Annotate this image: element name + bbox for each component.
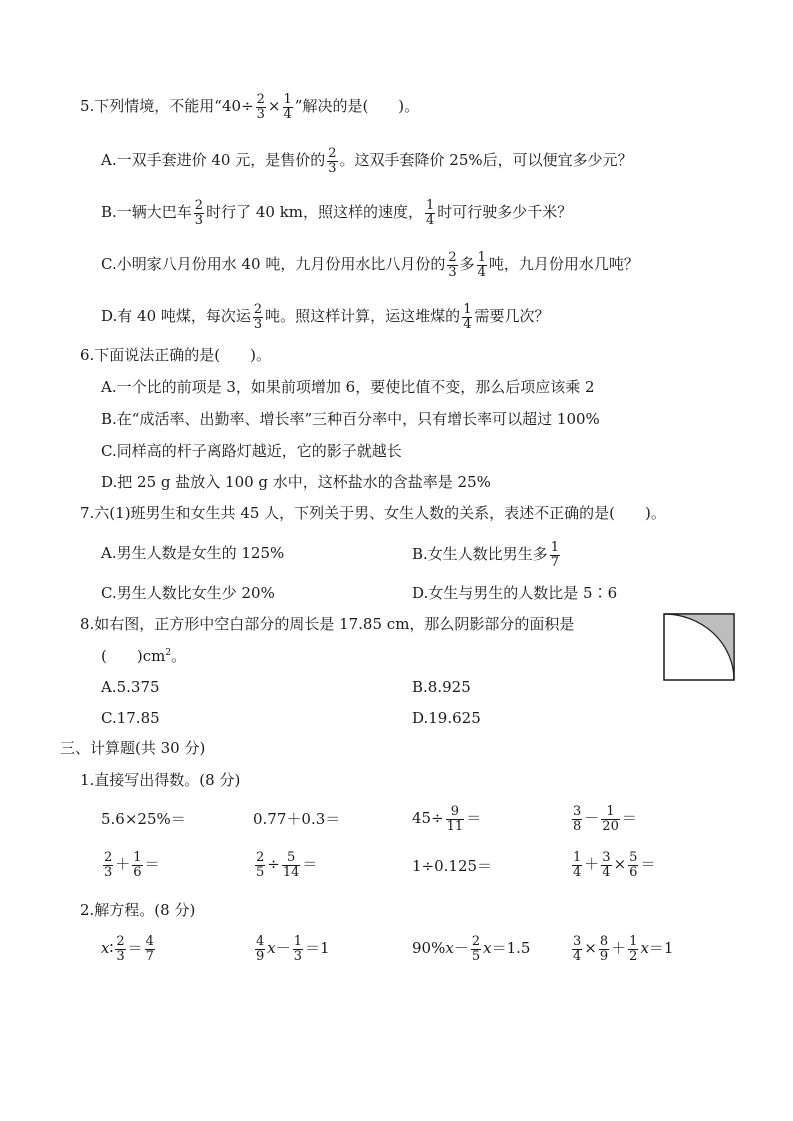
equation-item: 90%x－ $\frac{2}{5}$ x＝1.5 [412,934,531,964]
fraction: $\frac{3}{8}$ [573,804,582,834]
fraction: $\frac{9}{11}$ [446,804,464,834]
q7-option-a: A.男生人数是女生的 125% [101,544,285,562]
calc-part-2-title: 2.解方程。(8 分) [80,901,196,919]
fraction: $\frac{1}{4}$ [283,92,292,122]
fraction: $\frac{2}{3}$ [328,146,337,176]
fraction: $\frac{4}{7}$ [145,934,154,964]
q5-option-c: C.小明家八月份用水 40 吨，九月份用水比八月份的 $\frac{2}{3}$ 多 $\frac{1}{4}$ 吨，九月份用水几吨？ [101,250,639,280]
q7-option-c: C.男生人数比女生少 20% [101,584,275,602]
fraction: $\frac{2}{5}$ [471,934,481,964]
square-quarter-circle-figure [663,613,735,681]
fraction: $\frac{1}{6}$ [133,850,142,880]
calc-item: $\frac{1}{4}$ ＋ $\frac{3}{4}$ × $\frac{5}{6}$ ＝ [573,850,656,880]
fraction: $\frac{1}{4}$ [463,302,472,332]
fraction: $\frac{5}{6}$ [629,850,638,880]
calc-item: 1÷0.125＝ [412,857,493,875]
calc-item: $\frac{2}{5}$ ÷ $\frac{5}{14}$ ＝ [256,850,318,880]
fraction: $\frac{2}{3}$ [253,302,263,332]
q5-option-b: B.一辆大巴车 $\frac{2}{3}$ 时行了 40 km，照这样的速度， $\frac{1}{4}$ 时可行驶多少千米？ [101,198,573,228]
q5-option-d: D.有 40 吨煤，每次运 $\frac{2}{3}$ 吨。照这样计算，运这堆煤的 $\frac{1}{4}$ 需要几次？ [101,302,550,332]
equation-item: $\frac{3}{4}$ × $\frac{8}{9}$ ＋ $\frac{1}{2}$ x＝1 [573,934,674,964]
fraction: $\frac{3}{4}$ [602,850,611,880]
calc-item: 0.77＋0.3＝ [253,810,341,828]
q6-stem: 6.下面说法正确的是( )。 [80,346,272,364]
calc-item: 5.6×25%＝ [101,810,186,828]
q5-stem: 5.下列情境，不能用“40÷ $\frac{2}{3}$ × $\frac{1}{4}$ ”解决的是( )。 [80,92,420,122]
q8-answer-blank: ( )$cm^2$。 [101,647,187,665]
calc-part-1-title: 1.直接写出得数。(8 分) [80,771,241,789]
fraction: $\frac{1}{7}$ [550,540,560,570]
calc-item: $\frac{3}{8}$ － $\frac{1}{20}$ ＝ [573,804,637,834]
q7-option-d: D.女生与男生的人数比是 5∶6 [412,584,618,602]
fraction: $\frac{1}{4}$ [573,850,582,880]
q7-option-b: B.女生人数比男生多 $\frac{1}{7}$ [412,540,560,570]
fraction: $\frac{3}{4}$ [573,934,582,964]
fraction: $\frac{5}{14}$ [282,850,300,880]
q6-option-d: D.把 25 g 盐放入 100 g 水中，这杯盐水的含盐率是 25% [101,473,491,491]
q8-option-a: A.5.375 [101,678,160,696]
equation-item: x∶ $\frac{2}{3}$ ＝ $\frac{4}{7}$ [101,934,154,964]
q5-option-a: A.一双手套进价 40 元，是售价的 $\frac{2}{3}$ 。这双手套降价 25%后，可以便宜多少元？ [101,146,633,176]
fraction: $\frac{2}{3}$ [256,92,265,122]
calc-item: 45÷ $\frac{9}{11}$ ＝ [412,804,482,834]
q8-option-d: D.19.625 [412,709,481,727]
fraction: $\frac{1}{2}$ [629,934,638,964]
q7-stem: 7.六(1)班男生和女生共 45 人，下列关于男、女生人数的关系，表述不正确的是( )。 [80,504,666,522]
fraction: $\frac{2}{3}$ [448,250,457,280]
q8-option-b: B.8.925 [412,678,471,696]
fraction: $\frac{2}{3}$ [194,198,204,228]
equation-item: $\frac{4}{9}$ x－ $\frac{1}{3}$ ＝1 [256,934,330,964]
fraction: $\frac{1}{3}$ [293,934,303,964]
q6-option-b: B.在“成活率、出勤率、增长率”三种百分率中，只有增长率可以超过 100% [101,410,600,428]
fraction: $\frac{2}{5}$ [256,850,265,880]
fraction: $\frac{1}{20}$ [602,804,619,834]
fraction: $\frac{1}{4}$ [477,250,486,280]
q8-option-c: C.17.85 [101,709,160,727]
calc-item: $\frac{2}{3}$ ＋ $\frac{1}{6}$ ＝ [104,850,160,880]
fraction: $\frac{1}{4}$ [426,198,435,228]
section-3-title: 三、计算题(共 30 分) [60,739,206,757]
fraction: $\frac{2}{3}$ [116,934,125,964]
q8-stem: 8.如右图，正方形中空白部分的周长是 17.85 cm，那么阴影部分的面积是 [80,615,575,633]
fraction: $\frac{2}{3}$ [104,850,113,880]
fraction: $\frac{4}{9}$ [256,934,265,964]
fraction: $\frac{8}{9}$ [599,934,609,964]
q6-option-c: C.同样高的杆子离路灯越近，它的影子就越长 [101,442,402,460]
q6-option-a: A.一个比的前项是 3，如果前项增加 6，要使比值不变，那么后项应该乘 2 [101,378,595,396]
